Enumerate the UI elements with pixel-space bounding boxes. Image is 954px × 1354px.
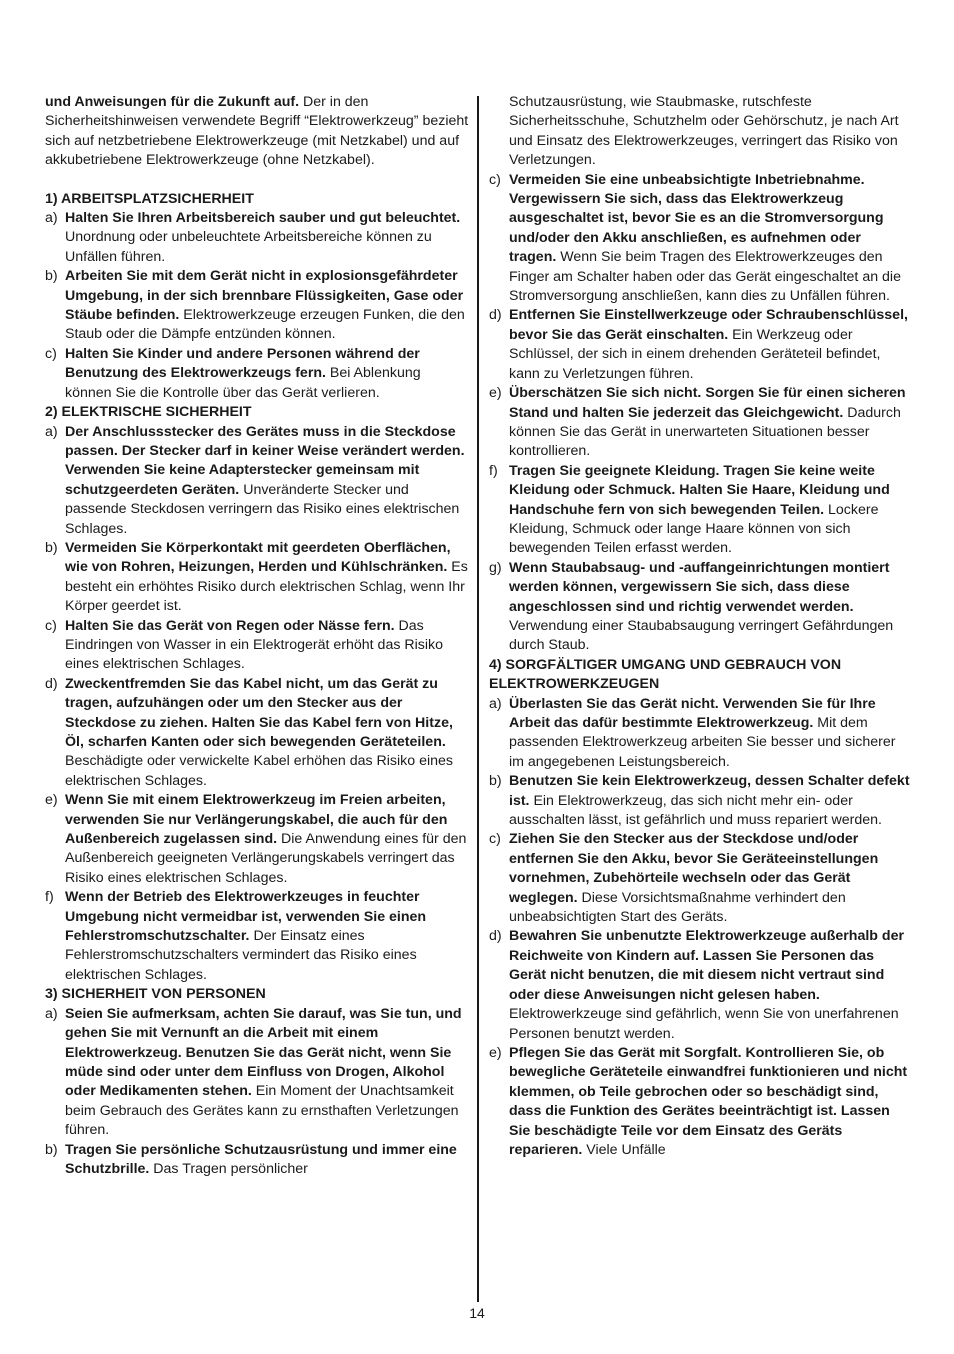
list-item: d) Zweckentfremden Sie das Kabel nicht, um das Gerät zu tragen, aufzuhängen oder um den Stecker aus der Steckdose zu ziehen. Halten Sie das Kabel fern von Hitze, Öl, scharfen Kanten oder sich bewegenden Geräteteilen. Beschädigte oder verwickelte Kabel erhöhen das Risiko eines elektrischen Schlages. <box>45 675 454 789</box>
list-item: d) Bewahren Sie unbenutzte Elektrowerkzeuge außerhalb der Reichweite von Kindern auf. Lassen Sie Personen das Gerät nicht benutzen, die mit diesem nicht vertraut sind oder diese Anweisungen nicht gelesen haben. Elektrowerkzeuge sind gefährlich, wenn Sie von unerfahrenen Personen benutzt werden. <box>489 928 904 1042</box>
intro-paragraph <box>45 93 469 171</box>
list-item: c) Halten Sie das Gerät von Regen oder Nässe fern. Das Eindringen von Wasser in ein Elektrogerät erhöht das Risiko eines elektrischen Schlages. <box>45 617 443 673</box>
list-item: b) Benutzen Sie kein Elektrowerkzeug, dessen Schalter defekt ist. Ein Elektrowerkzeug, das sich nicht mehr ein- oder ausschalten lässt, ist gefährlich und muss repariert werden. <box>489 773 910 829</box>
intro-text: Der in den Sicherheitshinweisen verwendete Begriff “Elektrowerkzeug” bezieht sich auf netzbetriebene Elektrowerkzeuge (mit Netzkabel) und auf akkubetriebene Elektrowerkzeuge (ohne Netzkabel). <box>45 94 469 169</box>
column-divider <box>477 96 479 1302</box>
section-heading-2: 2) ELEKTRISCHE SICHERHEIT <box>45 404 252 421</box>
list-item: c) Vermeiden Sie eine unbeabsichtigte Inbetriebnahme. Vergewissern Sie sich, dass das Elektrowerkzeug ausgeschaltet ist, bevor Sie es an die Stromversorgung und/oder den Akku anschließen, es aufnehmen oder tragen. Wenn Sie beim Tragen des Elektrowerkzeuges den Finger am Schalter haben oder das Gerät eingeschaltet an die Stromversorgung anschließen, kann dies zu Unfällen führen. <box>489 171 901 305</box>
list-item: f) Wenn der Betrieb des Elektrowerkzeuges in feuchter Umgebung nicht vermeidbar ist, verwenden Sie einen Fehlerstromschutzschalter. Der Einsatz eines Fehlerstromschutzschalters vermindert das Risiko eines elektrischen Schlages. <box>45 889 427 983</box>
intro-bold: und Anweisungen für die Zukunft auf. <box>45 94 300 110</box>
list-item-continuation: Schutzausrüstung, wie Staubmaske, rutschfeste Sicherheitsschuhe, Schutzhelm oder Gehörschutz, je nach Art und Einsatz des Elektrowerkzeuges, verringert das Risiko von Verletzungen. <box>509 94 899 169</box>
list-item: c) Ziehen Sie den Stecker aus der Steckdose und/oder entfernen Sie den Akku, bevor Sie Geräteeinstellungen vornehmen, Zubehörteile wechseln oder das Gerät weglegen. Diese Vorsichtsmaßnahme verhindert den unbeabsichtigten Start des Geräts. <box>489 831 879 926</box>
list-item: e) Wenn Sie mit einem Elektrowerkzeug im Freien arbeiten, verwenden Sie nur Verlängerungskabel, die auch für den Außenbereich zugelassen sind. Die Anwendung eines für den Außenbereich geeigneten Verlängerungskabels verringert das Risiko eines elektrischen Schlages. <box>45 792 467 886</box>
list-item: e) Überschätzen Sie sich nicht. Sorgen Sie für einen sicheren Stand und halten Sie jederzeit das Gleichgewicht. Dadurch können Sie das Gerät in unerwarteten Situationen besser kontrollieren. <box>489 385 906 460</box>
list-item: a) Halten Sie Ihren Arbeitsbereich sauber und gut beleuchtet. Unordnung oder unbeleuchtete Arbeitsbereiche können zu Unfällen führen. <box>45 210 461 265</box>
right-column <box>489 93 911 1160</box>
left-column <box>45 93 469 1179</box>
list-item: b) Tragen Sie persönliche Schutzausrüstung und immer eine Schutzbrille. Das Tragen persönlicher <box>45 1141 457 1177</box>
list-item: e) Pflegen Sie das Gerät mit Sorgfalt. Kontrollieren Sie, ob bewegliche Geräteteile einwandfrei funktionieren und nicht klemmen, ob Teile gebrochen oder so beschädigt sind, dass die Funktion des Gerätes beeinträchtigt ist. Lassen Sie beschädigte Teile vor dem Einsatz des Geräts reparieren. Viele Unfälle <box>489 1044 908 1158</box>
list-item: b) Vermeiden Sie Körperkontakt mit geerdeten Oberflächen, wie von Rohren, Heizungen, Herden und Kühlschränken. Es besteht ein erhöhtes Risiko durch elektrischen Schlag, wenn Ihr Körper geerdet ist. <box>45 539 468 615</box>
page-number: 14 <box>469 1305 485 1321</box>
section-heading-1: 1) ARBEITSPLATZSICHERHEIT <box>45 190 254 207</box>
list-item: a) Seien Sie aufmerksam, achten Sie darauf, was Sie tun, und gehen Sie mit Vernunft an die Arbeit mit einem Elektrowerkzeug. Benutzen Sie das Gerät nicht, wenn Sie müde sind oder unter dem Einfluss von Drogen, Alkohol oder Medikamenten stehen. Ein Moment der Unachtsamkeit beim Gebrauch des Gerätes kann zu ernsthaften Verletzungen führen. <box>45 1005 462 1139</box>
list-item: c) Halten Sie Kinder und andere Personen während der Benutzung des Elektrowerkzeugs fern. Bei Ablenkung können Sie die Kontrolle über das Gerät verlieren. <box>45 345 421 401</box>
section-heading-4: 4) SORGFÄLTIGER UMGANG UND GEBRAUCH VON ELEKTROWERKZEUGEN <box>489 656 842 693</box>
list-item: a) Der Anschlussstecker des Gerätes muss in die Steckdose passen. Der Stecker darf in keiner Weise verändert werden. Verwenden Sie keine Adapterstecker gemeinsam mit schutzgeerdeten Geräten. Unveränderte Stecker und passende Steckdosen verringern das Risiko eines elektrischen Schlages. <box>45 423 465 537</box>
section-heading-3: 3) SICHERHEIT VON PERSONEN <box>45 986 266 1003</box>
list-item: d) Entfernen Sie Einstellwerkzeuge oder Schraubenschlüssel, bevor Sie das Gerät einschalten. Ein Werkzeug oder Schlüssel, der sich in einem drehenden Geräteteil befindet, kann zu Verletzungen führen. <box>489 307 908 382</box>
list-item: g) Wenn Staubabsaug- und -auffangeinrichtungen montiert werden können, vergewissern Sie sich, dass diese angeschlossen sind und richtig verwendet werden. Verwendung einer Staubabsaugung verringert Gefährdungen durch Staub. <box>489 559 894 654</box>
list-item: b) Arbeiten Sie mit dem Gerät nicht in explosionsgefährdeter Umgebung, in der sich brennbare Flüssigkeiten, Gase oder Stäube befinden. Elektrowerkzeuge erzeugen Funken, die den Staub oder die Dämpfe entzünden können. <box>45 268 465 343</box>
list-item: f) Tragen Sie geeignete Kleidung. Tragen Sie keine weite Kleidung oder Schmuck. Halten Sie Haare, Kleidung und Handschuhe fern von sich bewegenden Teilen. Lockere Kleidung, Schmuck oder lange Haare können von sich bewegenden Teilen erfasst werden. <box>489 462 890 557</box>
list-item: a) Überlasten Sie das Gerät nicht. Verwenden Sie für Ihre Arbeit das dafür bestimmte Elektrowerkzeug. Mit dem passenden Elektrowerkzeug arbeiten Sie besser und sicherer im angegebenen Leistungsbereich. <box>489 695 896 770</box>
